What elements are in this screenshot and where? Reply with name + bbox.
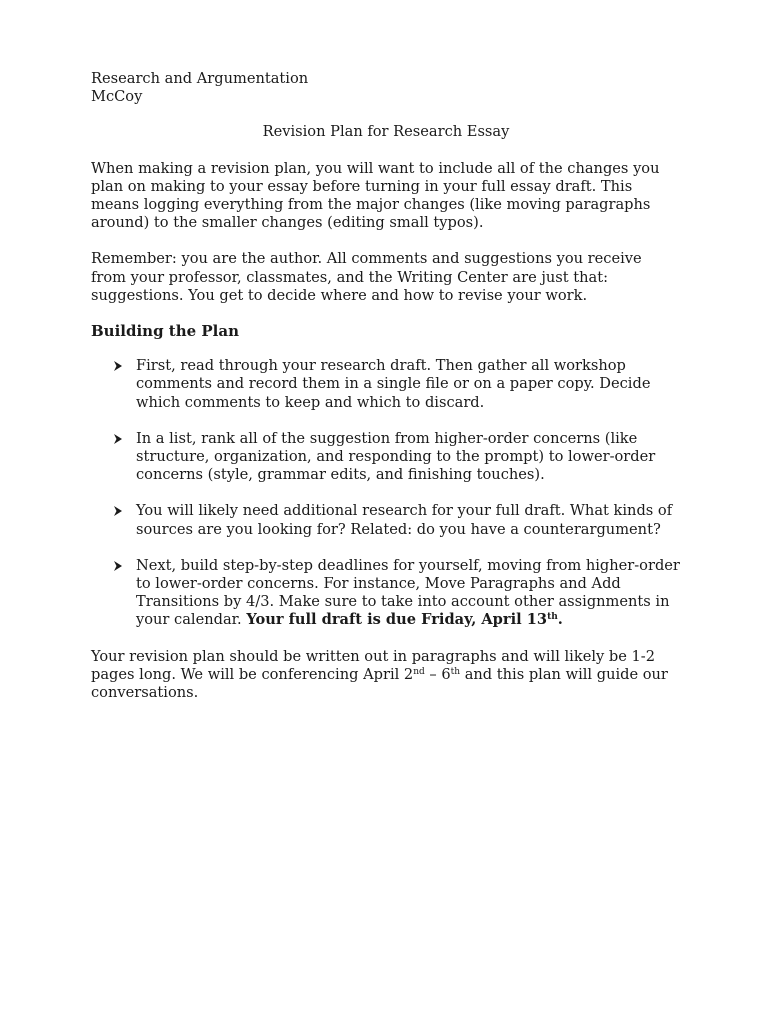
closing-text-1: Your revision plan should be written out in paragraphs and will likely be 1-2 pages long. We will be conferencing April 2 xyxy=(91,647,655,683)
intro-paragraph-2: Remember: you are the author. All comments and suggestions you receive from your professor, classmates, and the Writing Center are just that: suggestions. You get to decide where and how to revise your work. xyxy=(91,250,642,304)
due-date-ordinal: th xyxy=(547,612,558,623)
arrowhead-bullet-icon xyxy=(113,361,123,371)
bullet-text: In a list, rank all of the suggestion from higher-order concerns (like structure, organization, and responding to the prompt) to lower-order concerns (style, grammar edits, and finishing touches). xyxy=(136,429,656,484)
document-title: Revision Plan for Research Essay xyxy=(262,123,510,141)
intro-paragraph-1: When making a revision plan, you will want to include all of the changes you plan on making to your essay before turning in your full essay draft. This means logging everything from the major changes (like moving paragraphs around) to the smaller changes (editing small typos). xyxy=(91,159,660,232)
document-body xyxy=(91,70,681,702)
bullet-list xyxy=(91,357,681,629)
list-item xyxy=(91,357,681,412)
due-date-emphasis xyxy=(246,611,563,628)
list-item xyxy=(91,557,681,630)
closing-text-2: – 6 xyxy=(424,665,451,683)
document-header xyxy=(91,70,681,106)
due-date-period: . xyxy=(557,611,563,629)
section-heading: Building the Plan xyxy=(91,322,239,341)
list-item xyxy=(91,430,681,485)
instructor-name: McCoy xyxy=(91,88,143,106)
bullet-text: First, read through your research draft. Then gather all workshop comments and record them in a single file or on a paper copy. Decide which comments to keep and which to discard. xyxy=(136,357,651,411)
closing-paragraph xyxy=(91,648,681,703)
list-item xyxy=(91,502,681,538)
closing-text-3: and this plan will guide our conversations. xyxy=(91,665,668,702)
closing-ordinal-2: th xyxy=(450,666,461,677)
bullet-text: Next, build step-by-step deadlines for yourself, moving from higher-order to lower-order concerns. For instance, Move Paragraphs and Add Transitions by 4/3. Make sure to take into account other assignments in your calendar. xyxy=(136,556,680,629)
course-name: Research and Argumentation xyxy=(91,70,309,87)
arrowhead-bullet-icon xyxy=(113,506,123,516)
arrowhead-bullet-icon xyxy=(113,561,123,571)
arrowhead-bullet-icon xyxy=(113,434,123,444)
bullet-text: You will likely need additional research for your full draft. What kinds of sources are you looking for? Related: do you have a counterargument? xyxy=(136,502,673,538)
due-date-text: Your full draft is due Friday, April 13 xyxy=(246,611,548,629)
closing-ordinal-1: nd xyxy=(413,666,425,677)
